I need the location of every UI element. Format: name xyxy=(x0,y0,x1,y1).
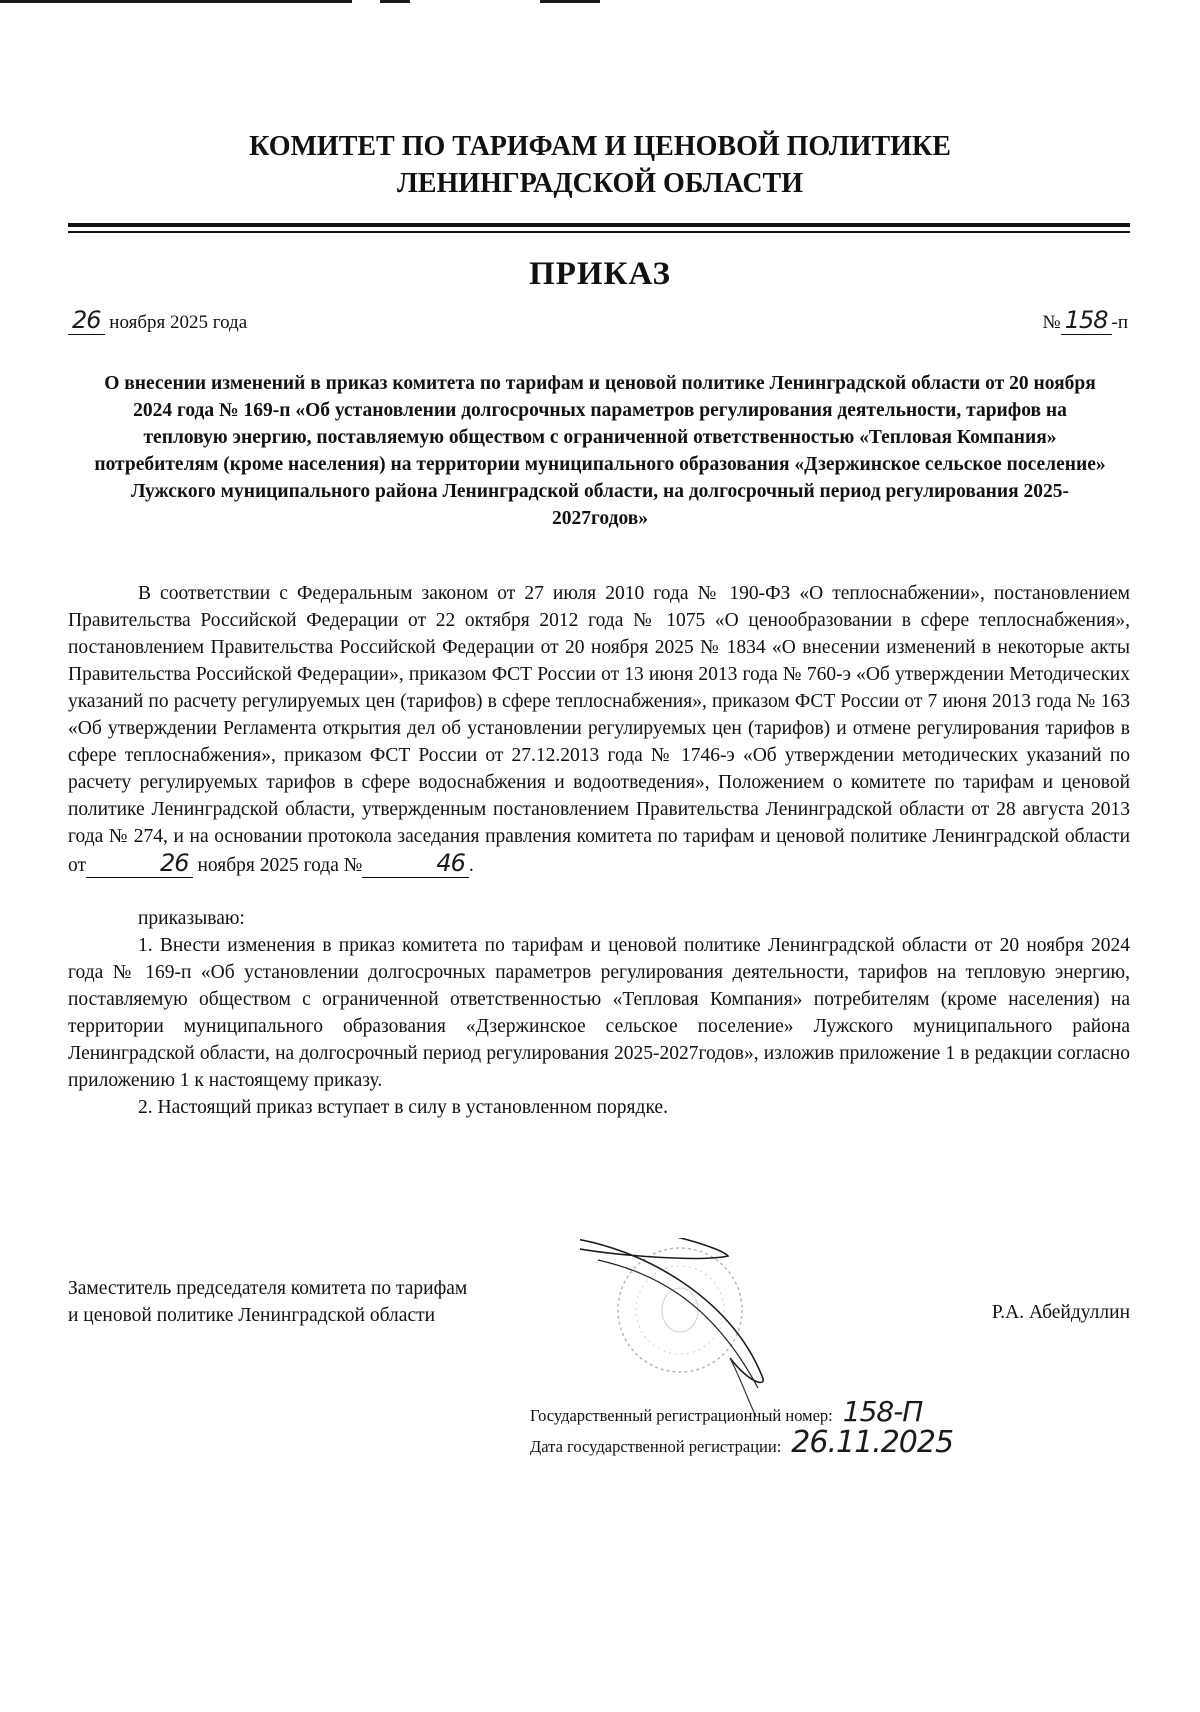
document-type-title: ПРИКАЗ xyxy=(529,256,671,292)
handwritten-document-number: 158 xyxy=(1061,306,1112,335)
document-number xyxy=(1043,306,1128,335)
scan-edge-mark xyxy=(0,0,352,3)
registration-number-label: Государственный регистрационный номер: xyxy=(530,1406,833,1425)
handwritten-protocol-day: 26 xyxy=(86,850,193,878)
scan-edge-mark xyxy=(380,0,410,3)
handwritten-registration-date: 26.11.2025 xyxy=(791,1425,954,1460)
signer-title-line2: и ценовой политике Ленинградской области xyxy=(68,1305,436,1326)
document-number-suffix: -п xyxy=(1111,312,1128,333)
handwritten-date-day: 26 xyxy=(68,306,105,335)
order-item-1: 1. Внести изменения в приказ комитета по тарифам и ценовой политике Ленинградской области от 20 ноября 2024 года № 169-п «Об установлении долгосрочных параметров регулирования деятельности, тарифов на тепловую энергию, поставляемую обществом с ограниченной ответственностью «Тепловая Компания» потребителям (кроме населения) на территории муниципального образования «Дзержинское сельское поселение» Лужского муниципального района Ленинградской области, на долгосрочный период регулирования 2025-2027годов», изложив приложение 1 в редакции согласно приложению 1 к настоящему приказу. xyxy=(68,935,1130,1091)
document-body xyxy=(68,580,1130,1121)
handwritten-protocol-number: 46 xyxy=(362,850,469,878)
registration-date-label: Дата государственной регистрации: xyxy=(530,1437,782,1456)
order-word: приказываю: xyxy=(138,908,245,929)
scan-edge-mark xyxy=(540,0,600,3)
preamble-text: В соответствии с Федеральным законом от 27 июля 2010 года № 190-ФЗ «О теплоснабжении», постановлением Правительства Российской Федерации от 22 октября 2012 года № 1075 «О ценообразовании в сфере теплоснабжения», постановлением Правительства Российской Федерации от 20 ноября 2025 № 1834 «О внесении изменений в некоторые акты Правительства Российской Федерации», приказом ФСТ России от 13 июня 2013 года № 760-э «Об утверждении Методических указаний по расчету регулируемых цен (тарифов) в сфере теплоснабжения», приказом ФСТ России от 7 июня 2013 года № 163 «Об утверждении Регламента открытия дел об установлении регулируемых цен (тарифов) и отмене регулирования тарифов в сфере теплоснабжения», приказом ФСТ России от 27.12.2013 года № 1746-э «Об утверждении методических указаний по расчету регулируемых тарифов в сфере водоснабжения и водоотведения», Положением о комитете по тарифам и ценовой политике Ленинградской области, утвержденным постановлением Правительства Ленинградской области от 28 августа 2013 года № 274, и на основании протокола заседания правления комитета по тарифам и ценовой политике Ленинградской области от xyxy=(68,583,1130,876)
organization-header xyxy=(0,128,1200,202)
preamble-end: . xyxy=(468,855,474,876)
organization-name-line1: КОМИТЕТ ПО ТАРИФАМ И ЦЕНОВОЙ ПОЛИТИКЕ xyxy=(249,131,951,162)
official-seal-with-signature xyxy=(580,1238,810,1418)
header-rule-thin xyxy=(68,231,1130,233)
document-number-prefix: № xyxy=(1042,312,1061,333)
preamble-paragraph xyxy=(68,580,1130,879)
signer-name: Р.А. Абейдуллин xyxy=(991,1302,1130,1323)
organization-name-line2: ЛЕНИНГРАДСКОЙ ОБЛАСТИ xyxy=(396,168,804,199)
document-date-text: ноября 2025 года xyxy=(109,312,248,333)
preamble-date-text: ноября 2025 года № xyxy=(197,855,363,876)
order-subject: О внесении изменений в приказ комитета по тарифам и ценовой политике Ленинградской области от 20 ноября 2024 года № 169-п «Об установлении долгосрочных параметров регулирования деятельности, тарифов на тепловую энергию, поставляемую обществом с ограниченной ответственностью «Тепловая Компания» потребителям (кроме населения) на территории муниципального образования «Дзержинское сельское поселение» Лужского муниципального района Ленинградской области, на долгосрочный период регулирования 2025-2027годов» xyxy=(94,373,1106,529)
order-item-2: 2. Настоящий приказ вступает в силу в установленном порядке. xyxy=(138,1097,668,1118)
header-rule-thick xyxy=(68,223,1130,227)
signer-title xyxy=(68,1275,467,1329)
registration-block xyxy=(530,1395,954,1460)
document-date xyxy=(68,306,247,335)
handwritten-registration-number: 158-П xyxy=(842,1395,923,1428)
signer-title-line1: Заместитель председателя комитета по тарифам xyxy=(68,1278,468,1299)
